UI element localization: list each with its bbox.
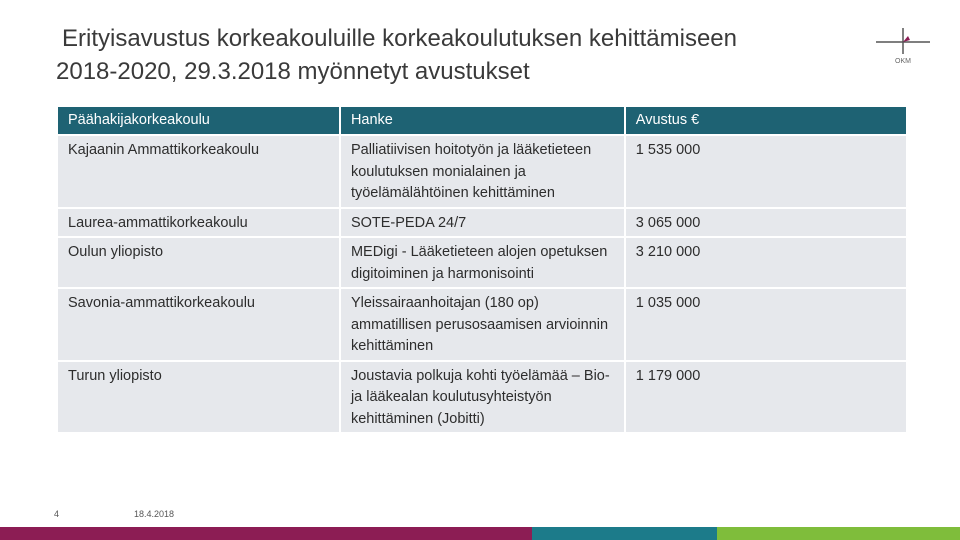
cell-amount: 1 179 000 xyxy=(626,362,906,435)
ministry-logo xyxy=(874,26,932,66)
table-header-row xyxy=(58,107,906,136)
cell-applicant: Laurea-ammattikorkeakoulu xyxy=(58,209,341,239)
footer-date: 18.4.2018 xyxy=(134,509,175,519)
footer-bar-teal xyxy=(532,527,717,540)
title-line-2: 2018-2020, 29.3.2018 myönnetyt avustukset xyxy=(56,58,530,85)
cell-project: Yleissairaanhoitajan (180 op) ammatillisen perusosaamisen arvioinnin kehittäminen xyxy=(341,289,626,362)
table-row xyxy=(58,209,906,239)
cell-applicant: Turun yliopisto xyxy=(58,362,341,435)
cell-amount: 1 035 000 xyxy=(626,289,906,362)
grants-table xyxy=(58,107,906,434)
table-row xyxy=(58,238,906,289)
header-project: Hanke xyxy=(341,107,626,136)
page-number: 4 xyxy=(54,509,60,519)
cell-applicant: Savonia-ammattikorkeakoulu xyxy=(58,289,341,362)
cell-amount: 1 535 000 xyxy=(626,136,906,209)
page-title xyxy=(56,22,856,88)
cell-applicant: Oulun yliopisto xyxy=(58,238,341,289)
header-amount: Avustus € xyxy=(626,107,906,136)
cell-project: MEDigi - Lääketieteen alojen opetuksen digitoiminen ja harmonisointi xyxy=(341,238,626,289)
cell-amount: 3 065 000 xyxy=(626,209,906,239)
logo-text: OKM xyxy=(895,58,911,65)
cell-project: Palliatiivisen hoitotyön ja lääketieteen koulutuksen monialainen ja työelämälähtöinen kehittäminen xyxy=(341,136,626,209)
table-row xyxy=(58,136,906,209)
title-line-1: Erityisavustus korkeakouluille korkeakoulutuksen kehittämiseen xyxy=(62,25,737,52)
table-row xyxy=(58,362,906,435)
cell-applicant: Kajaanin Ammattikorkeakoulu xyxy=(58,136,341,209)
header-applicant: Päähakijakorkeakoulu xyxy=(58,107,341,136)
cell-amount: 3 210 000 xyxy=(626,238,906,289)
footer-bar-green xyxy=(717,527,960,540)
table-row xyxy=(58,289,906,362)
cell-project: Joustavia polkuja kohti työelämää – Bio- ja lääkealan koulutusyhteistyön kehittäminen (Jobitti) xyxy=(341,362,626,435)
cell-project: SOTE-PEDA 24/7 xyxy=(341,209,626,239)
footer-bar-purple xyxy=(0,527,532,540)
